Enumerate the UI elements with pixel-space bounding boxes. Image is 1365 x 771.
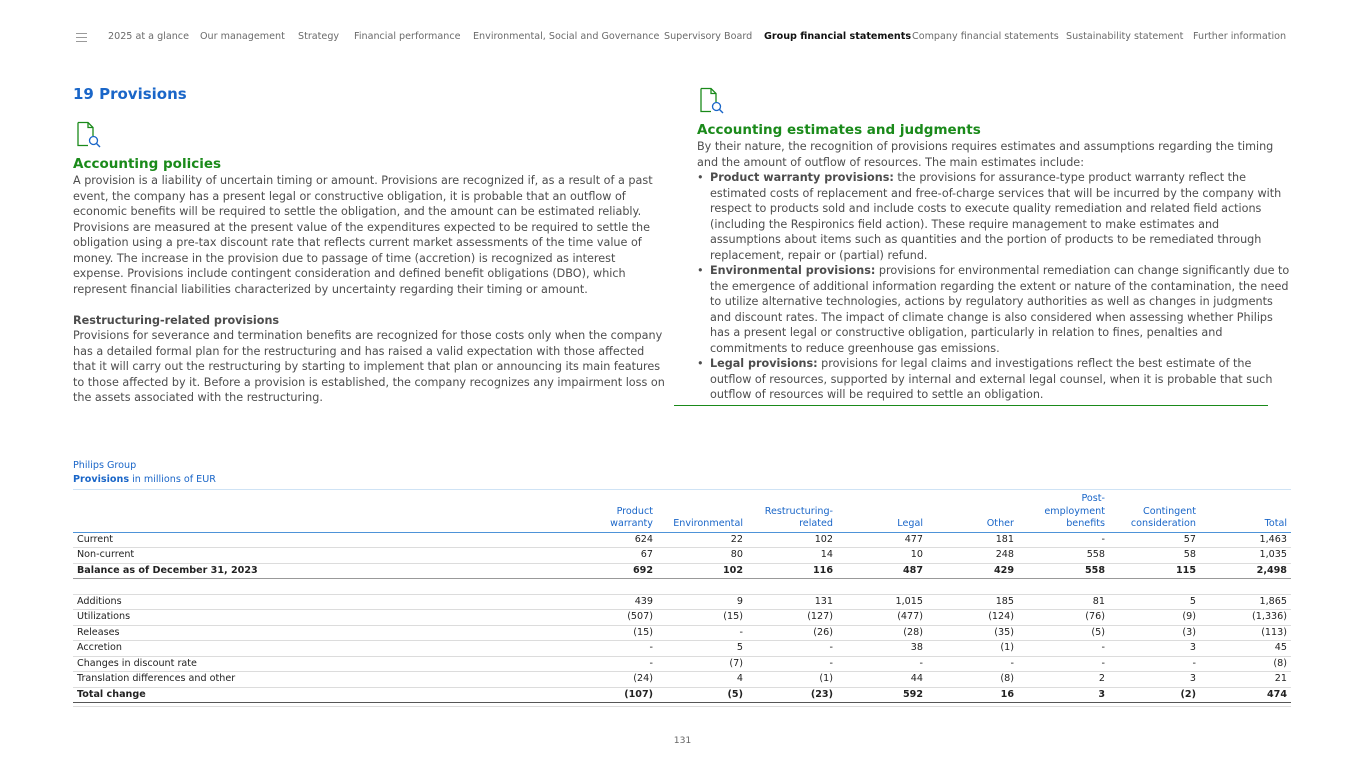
table-cell: -	[837, 656, 927, 672]
table-cell: (23)	[747, 687, 837, 703]
list-item	[697, 356, 1293, 403]
document-search-icon	[76, 121, 102, 148]
table-cell: 102	[657, 563, 747, 579]
document-search-icon	[699, 87, 725, 114]
estimates-list	[697, 170, 1293, 403]
nav-item-supervisory-board[interactable]: Supervisory Board	[664, 31, 753, 42]
table-cell: (15)	[657, 610, 747, 626]
table-cell	[1200, 579, 1291, 595]
column-header: Product warranty	[567, 490, 657, 533]
table-cell: 1,865	[1200, 594, 1291, 610]
bullet-text: the provisions for assurance-type product warranty reflect the estimated costs of replacement and free-of-charge services that will be incurred by the company with respect to products sold and include costs to execute quality remediation and related field actions (including the Respironics field action). These require management to make estimates and assumptions about items such as quantities and the portion of products to be remediated through replacement, repair or (partial) refund.	[710, 171, 1282, 262]
table-cell: 2	[1018, 672, 1109, 688]
table-cell: 21	[1200, 672, 1291, 688]
row-label: Accretion	[73, 641, 567, 657]
table-cell: 102	[747, 532, 837, 548]
nav-item-financial-performance[interactable]: Financial performance	[354, 31, 461, 42]
table-cell: 44	[837, 672, 927, 688]
row-label: Additions	[73, 594, 567, 610]
section-title: 19 Provisions	[73, 85, 187, 103]
table-cell: 9	[657, 594, 747, 610]
table-cell: (35)	[927, 625, 1018, 641]
table-cell: (127)	[747, 610, 837, 626]
table-row	[73, 579, 1291, 595]
table-cell: -	[657, 625, 747, 641]
table-cell: -	[1109, 656, 1200, 672]
restructuring-text: Provisions for severance and termination benefits are recognized for those costs only when the company has a detailed formal plan for the restructuring and has raised a valid expectation with those affected that it will carry out the restructuring by starting to implement that plan or announcing its main features to those affected by it. Before a provision is established, the company recognizes any impairment loss on the assets associated with the restructuring.	[73, 329, 665, 404]
table-row	[73, 625, 1291, 641]
row-label: Changes in discount rate	[73, 656, 567, 672]
page-number: 131	[673, 735, 692, 746]
table-cell: 2,498	[1200, 563, 1291, 579]
table-cell: (1)	[747, 672, 837, 688]
table-cell: (8)	[927, 672, 1018, 688]
estimates-intro: By their nature, the recognition of provisions requires estimates and assumptions regarding the timing and the amount of outflow of resources. The main estimates include:	[697, 140, 1274, 169]
table-cell: 558	[1018, 548, 1109, 564]
table-row	[73, 672, 1291, 688]
table-cell: (124)	[927, 610, 1018, 626]
table-caption-title: Provisions	[73, 474, 130, 485]
table-cell: 115	[1109, 563, 1200, 579]
table-cell: 58	[1109, 548, 1200, 564]
table-cell: (107)	[567, 687, 657, 703]
accounting-estimates-heading: Accounting estimates and judgments	[697, 122, 981, 138]
column-header: Restructuring- related	[747, 490, 837, 533]
column-header: Post-employment benefits	[1018, 490, 1109, 533]
bullet-term: Product warranty provisions:	[710, 171, 894, 184]
table-row	[73, 687, 1291, 703]
table-cell: 692	[567, 563, 657, 579]
table-cell: -	[747, 641, 837, 657]
table-cell: -	[927, 656, 1018, 672]
table-cell: -	[1018, 641, 1109, 657]
table-cell	[567, 579, 657, 595]
table-cell: 558	[1018, 563, 1109, 579]
table-row	[73, 548, 1291, 564]
table-caption-group: Philips Group	[73, 460, 137, 471]
table-cell: 624	[567, 532, 657, 548]
table-cell: (26)	[747, 625, 837, 641]
table-cell: -	[1018, 532, 1109, 548]
column-header: Legal	[837, 490, 927, 533]
row-label: Releases	[73, 625, 567, 641]
provisions-table	[73, 489, 1291, 703]
table-cell: 248	[927, 548, 1018, 564]
table-cell	[837, 579, 927, 595]
table-caption-unit: in millions of EUR	[129, 474, 216, 485]
accounting-policies-heading: Accounting policies	[73, 156, 222, 172]
table-caption	[73, 474, 216, 485]
table-cell: -	[567, 641, 657, 657]
table-cell: 487	[837, 563, 927, 579]
table-cell: 185	[927, 594, 1018, 610]
table-cell: 57	[1109, 532, 1200, 548]
nav-item-strategy[interactable]: Strategy	[298, 31, 340, 42]
table-cell: (477)	[837, 610, 927, 626]
table-cell: (3)	[1109, 625, 1200, 641]
column-header: Other	[927, 490, 1018, 533]
accounting-estimates-body	[697, 139, 1293, 403]
table-cell: 14	[747, 548, 837, 564]
bullet-text: provisions for environmental remediation can change significantly due to the emergence of additional information regarding the extent or nature of the contamination, the need to utilize alternative technologies, actions by regulatory authorities as well as changes in judgments and discount rates. The impact of climate change is also considered when assessing whether Philips has a present legal or constructive obligation, particularly in relation to fines, penalties and commitments to reduce greenhouse gas emissions.	[710, 264, 1290, 355]
table-row	[73, 532, 1291, 548]
top-navigation	[0, 0, 1365, 74]
nav-item-sustainability-statement[interactable]: Sustainability statement	[1066, 31, 1184, 42]
table-cell	[1018, 579, 1109, 595]
table-cell: (507)	[567, 610, 657, 626]
list-item	[697, 170, 1293, 263]
table-cell: 22	[657, 532, 747, 548]
nav-item-our-management[interactable]: Our management	[200, 31, 285, 42]
table-cell: 5	[657, 641, 747, 657]
table-cell: -	[747, 656, 837, 672]
row-label: Balance as of December 31, 2023	[73, 563, 567, 579]
table-row	[73, 656, 1291, 672]
nav-item-esg[interactable]: Environmental, Social and Governance	[473, 31, 660, 42]
table-cell: 80	[657, 548, 747, 564]
column-header: Total	[1200, 490, 1291, 533]
row-label: Translation differences and other	[73, 672, 567, 688]
table-cell: 1,463	[1200, 532, 1291, 548]
table-header-row	[73, 490, 1291, 533]
table-cell: 1,015	[837, 594, 927, 610]
table-cell: (28)	[837, 625, 927, 641]
nav-item-at-a-glance[interactable]: 2025 at a glance	[108, 31, 189, 42]
table-body	[73, 532, 1291, 703]
table-cell: 116	[747, 563, 837, 579]
accounting-policies-body	[73, 173, 669, 406]
table-cell: 131	[747, 594, 837, 610]
column-header: Contingent consideration	[1109, 490, 1200, 533]
table-cell: (2)	[1109, 687, 1200, 703]
table-cell: 181	[927, 532, 1018, 548]
nav-item-company-financial-statements[interactable]: Company financial statements	[912, 31, 1059, 42]
table-bottom-rule	[73, 706, 1291, 707]
table-cell	[927, 579, 1018, 595]
table-cell: 16	[927, 687, 1018, 703]
section-divider	[674, 405, 1268, 406]
row-label: Current	[73, 532, 567, 548]
nav-item-group-financial-statements[interactable]: Group financial statements	[764, 31, 912, 42]
restructuring-heading: Restructuring-related provisions	[73, 313, 280, 327]
table-cell: -	[567, 656, 657, 672]
table-cell: 45	[1200, 641, 1291, 657]
table-row	[73, 610, 1291, 626]
table-cell: 3	[1018, 687, 1109, 703]
table-cell	[657, 579, 747, 595]
table-cell: 81	[1018, 594, 1109, 610]
column-header-label	[73, 490, 567, 533]
table-cell: 474	[1200, 687, 1291, 703]
table-cell: 592	[837, 687, 927, 703]
table-cell: (7)	[657, 656, 747, 672]
table-cell: 4	[657, 672, 747, 688]
list-item	[697, 263, 1293, 356]
table-cell: 439	[567, 594, 657, 610]
column-header: Environmental	[657, 490, 747, 533]
table-cell: 38	[837, 641, 927, 657]
table-cell: (15)	[567, 625, 657, 641]
table-cell: 10	[837, 548, 927, 564]
table-cell: 67	[567, 548, 657, 564]
table-row	[73, 594, 1291, 610]
table-cell: (1)	[927, 641, 1018, 657]
accounting-policies-text: A provision is a liability of uncertain timing or amount. Provisions are recognized if, as a result of a past event, the company has a present legal or constructive obligation, it is probable that an outflow of economic benefits will be required to settle the obligation, and the amount can be estimated reliably. Provisions are measured at the present value of the expenditures expected to be required to settle the obligation using a pre-tax discount rate that reflects current market assessments of the time value of money. The increase in the provision due to passage of time (accretion) is recognized as interest expense. Provisions include contingent consideration and defined benefit obligations (DBO), which represent financial liabilities characterized by uncertainty regarding their timing or amount.	[73, 174, 653, 296]
table-cell: 1,035	[1200, 548, 1291, 564]
bullet-term: Environmental provisions:	[710, 264, 876, 277]
table-cell: (5)	[657, 687, 747, 703]
table-cell: (113)	[1200, 625, 1291, 641]
table-cell	[747, 579, 837, 595]
table-cell: 3	[1109, 672, 1200, 688]
bullet-term: Legal provisions:	[710, 357, 818, 370]
row-label: Non-current	[73, 548, 567, 564]
table-cell: (5)	[1018, 625, 1109, 641]
table-cell	[1109, 579, 1200, 595]
table-cell: -	[1018, 656, 1109, 672]
table-row	[73, 563, 1291, 579]
bullet-text: provisions for legal claims and investigations reflect the best estimate of the outflow of resources, supported by internal and external legal counsel, when it is probable that such outflow of resources will be required to settle an obligation.	[710, 357, 1273, 401]
row-label: Utilizations	[73, 610, 567, 626]
table-cell: 3	[1109, 641, 1200, 657]
table-cell: (1,336)	[1200, 610, 1291, 626]
row-label	[73, 579, 567, 595]
table-cell: (9)	[1109, 610, 1200, 626]
table-cell: (24)	[567, 672, 657, 688]
table-row	[73, 641, 1291, 657]
table-cell: 429	[927, 563, 1018, 579]
row-label: Total change	[73, 687, 567, 703]
nav-item-further-information[interactable]: Further information	[1193, 31, 1287, 42]
table-cell: 5	[1109, 594, 1200, 610]
menu-icon[interactable]	[76, 33, 87, 42]
table-cell: (76)	[1018, 610, 1109, 626]
table-cell: (8)	[1200, 656, 1291, 672]
table-cell: 477	[837, 532, 927, 548]
